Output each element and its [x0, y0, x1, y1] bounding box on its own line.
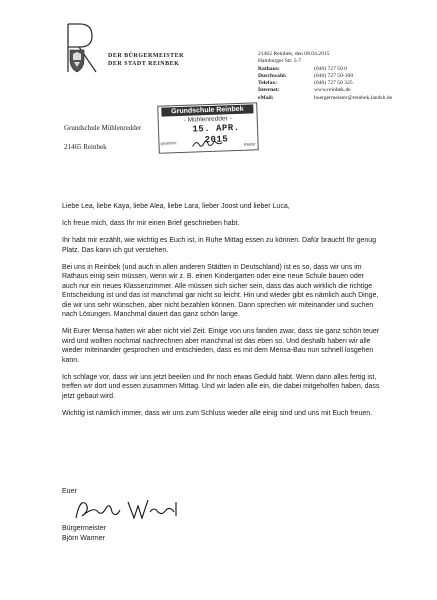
organization-name [108, 52, 184, 68]
stamp-subtitle: - Mühlenredder - [183, 115, 232, 124]
salutation: Liebe Lea, liebe Kaya, liebe Alea, liebe Lara, lieber Joost und lieber Luca, [62, 203, 290, 210]
contact-value: (040) 727 50 325 [314, 80, 353, 87]
recipient-address [64, 124, 141, 152]
received-stamp [157, 102, 259, 153]
stamp-seen-label: gesehen: [160, 140, 178, 146]
recipient-city: 21465 Reinbek [64, 143, 107, 151]
paragraph: Wichtig ist nämlich immer, dass wir uns zum Schluss wieder alle einig sind und uns mit Euch freuen. [62, 410, 373, 418]
date-line: 21462 Reinbek, den 08.04.2015 [258, 51, 330, 57]
stamp-initials [190, 136, 224, 149]
city-logo [64, 20, 104, 76]
contact-row [258, 80, 420, 87]
contact-row [258, 66, 420, 73]
sender-block [258, 51, 420, 102]
org-line-2: DER STADT REINBEK [108, 61, 180, 67]
contact-row [258, 87, 420, 94]
signer-name: Björn Warmer [62, 535, 105, 542]
signer-title: Bürgermeister [62, 525, 106, 532]
contact-label: Rathaus: [258, 65, 280, 72]
letter-body [62, 202, 380, 426]
paragraph: Ihr habt mir erzählt, wie wichtig es Euch ist, in Ruhe Mittag essen zu können. Dafür braucht Ihr genug Platz. Das kann ich gut verstehen. [62, 237, 376, 254]
street-line: Hamburger Str. 5-7 [258, 58, 302, 65]
paragraph: Mit Eurer Mensa hatten wir aber nicht viel Zeit. Einige von uns fanden zwar, dass sie ganz schön teuer wird und wollten nochmal nachrechnen aber manchmal ist das eben so. Und deshalb haben wir alle wieder miteinander gesprochen und entschieden, dass es mit dem Mensa-Bau nun schnell losgehen kann. [62, 328, 380, 364]
paragraph: Bei uns in Reinbek (und auch in allen anderen Städten in Deutschland) ist es so, dass wir uns im Rathaus einig sein müssen, wenn wir z. B. einen Kindergarten oder eine neue Schule bauen oder auch nur ein neues Klassenzimmer. Alle müssen sich sicher sein, dass das auch wirklich die richtige Entscheidung ist und das ist manchmal gar nicht so leicht. Hin und wieder gibt es nämlich auch Dinge, die wir uns sehr wünschen, aber nicht bezahlen können. Dann sprechen wir miteinander und suchen nach Lösungen. Manchmal dauert das ganz schön lange. [62, 263, 379, 319]
contact-value: buergermeister@reinbek.landsh.de [314, 94, 393, 101]
contact-value: (040) 727 50 0 [314, 65, 348, 72]
contact-label: eMail: [258, 94, 274, 101]
stamp-title: Grundschule Reinbek [161, 104, 253, 116]
contact-label: Internet: [258, 87, 280, 94]
contact-label: Telefax: [258, 80, 278, 87]
paragraph: Ich schlage vor, dass wir uns jetzt beeilen und Ihr noch etwas Geduld habt. Wenn dann alles fertig ist, treffen wir dort und essen zusammen Mittag. Und wir laden alle ein, die dabei mitgeholfen haben, dass jetzt gebaut wird. [62, 373, 380, 400]
closing-greeting: Euer [62, 488, 77, 495]
handwritten-signature [72, 494, 184, 524]
recipient-name: Grundschule Mühlenredder [64, 124, 142, 132]
signer-block [62, 524, 106, 544]
contact-value: (040) 727 50-100 [314, 72, 354, 79]
stamp-date: 15. APR. 2015 [192, 122, 240, 146]
paragraph: Ich freue mich, dass Ihr mir einen Brief geschrieben habt. [62, 220, 240, 228]
org-line-1: DER BÜRGERMEISTER [108, 53, 185, 59]
contact-label: Durchwahl: [258, 72, 287, 79]
stamp-rector-label: Rektor [243, 141, 256, 147]
contact-row [258, 95, 420, 102]
contact-value: www.reinbek.de [314, 87, 351, 94]
